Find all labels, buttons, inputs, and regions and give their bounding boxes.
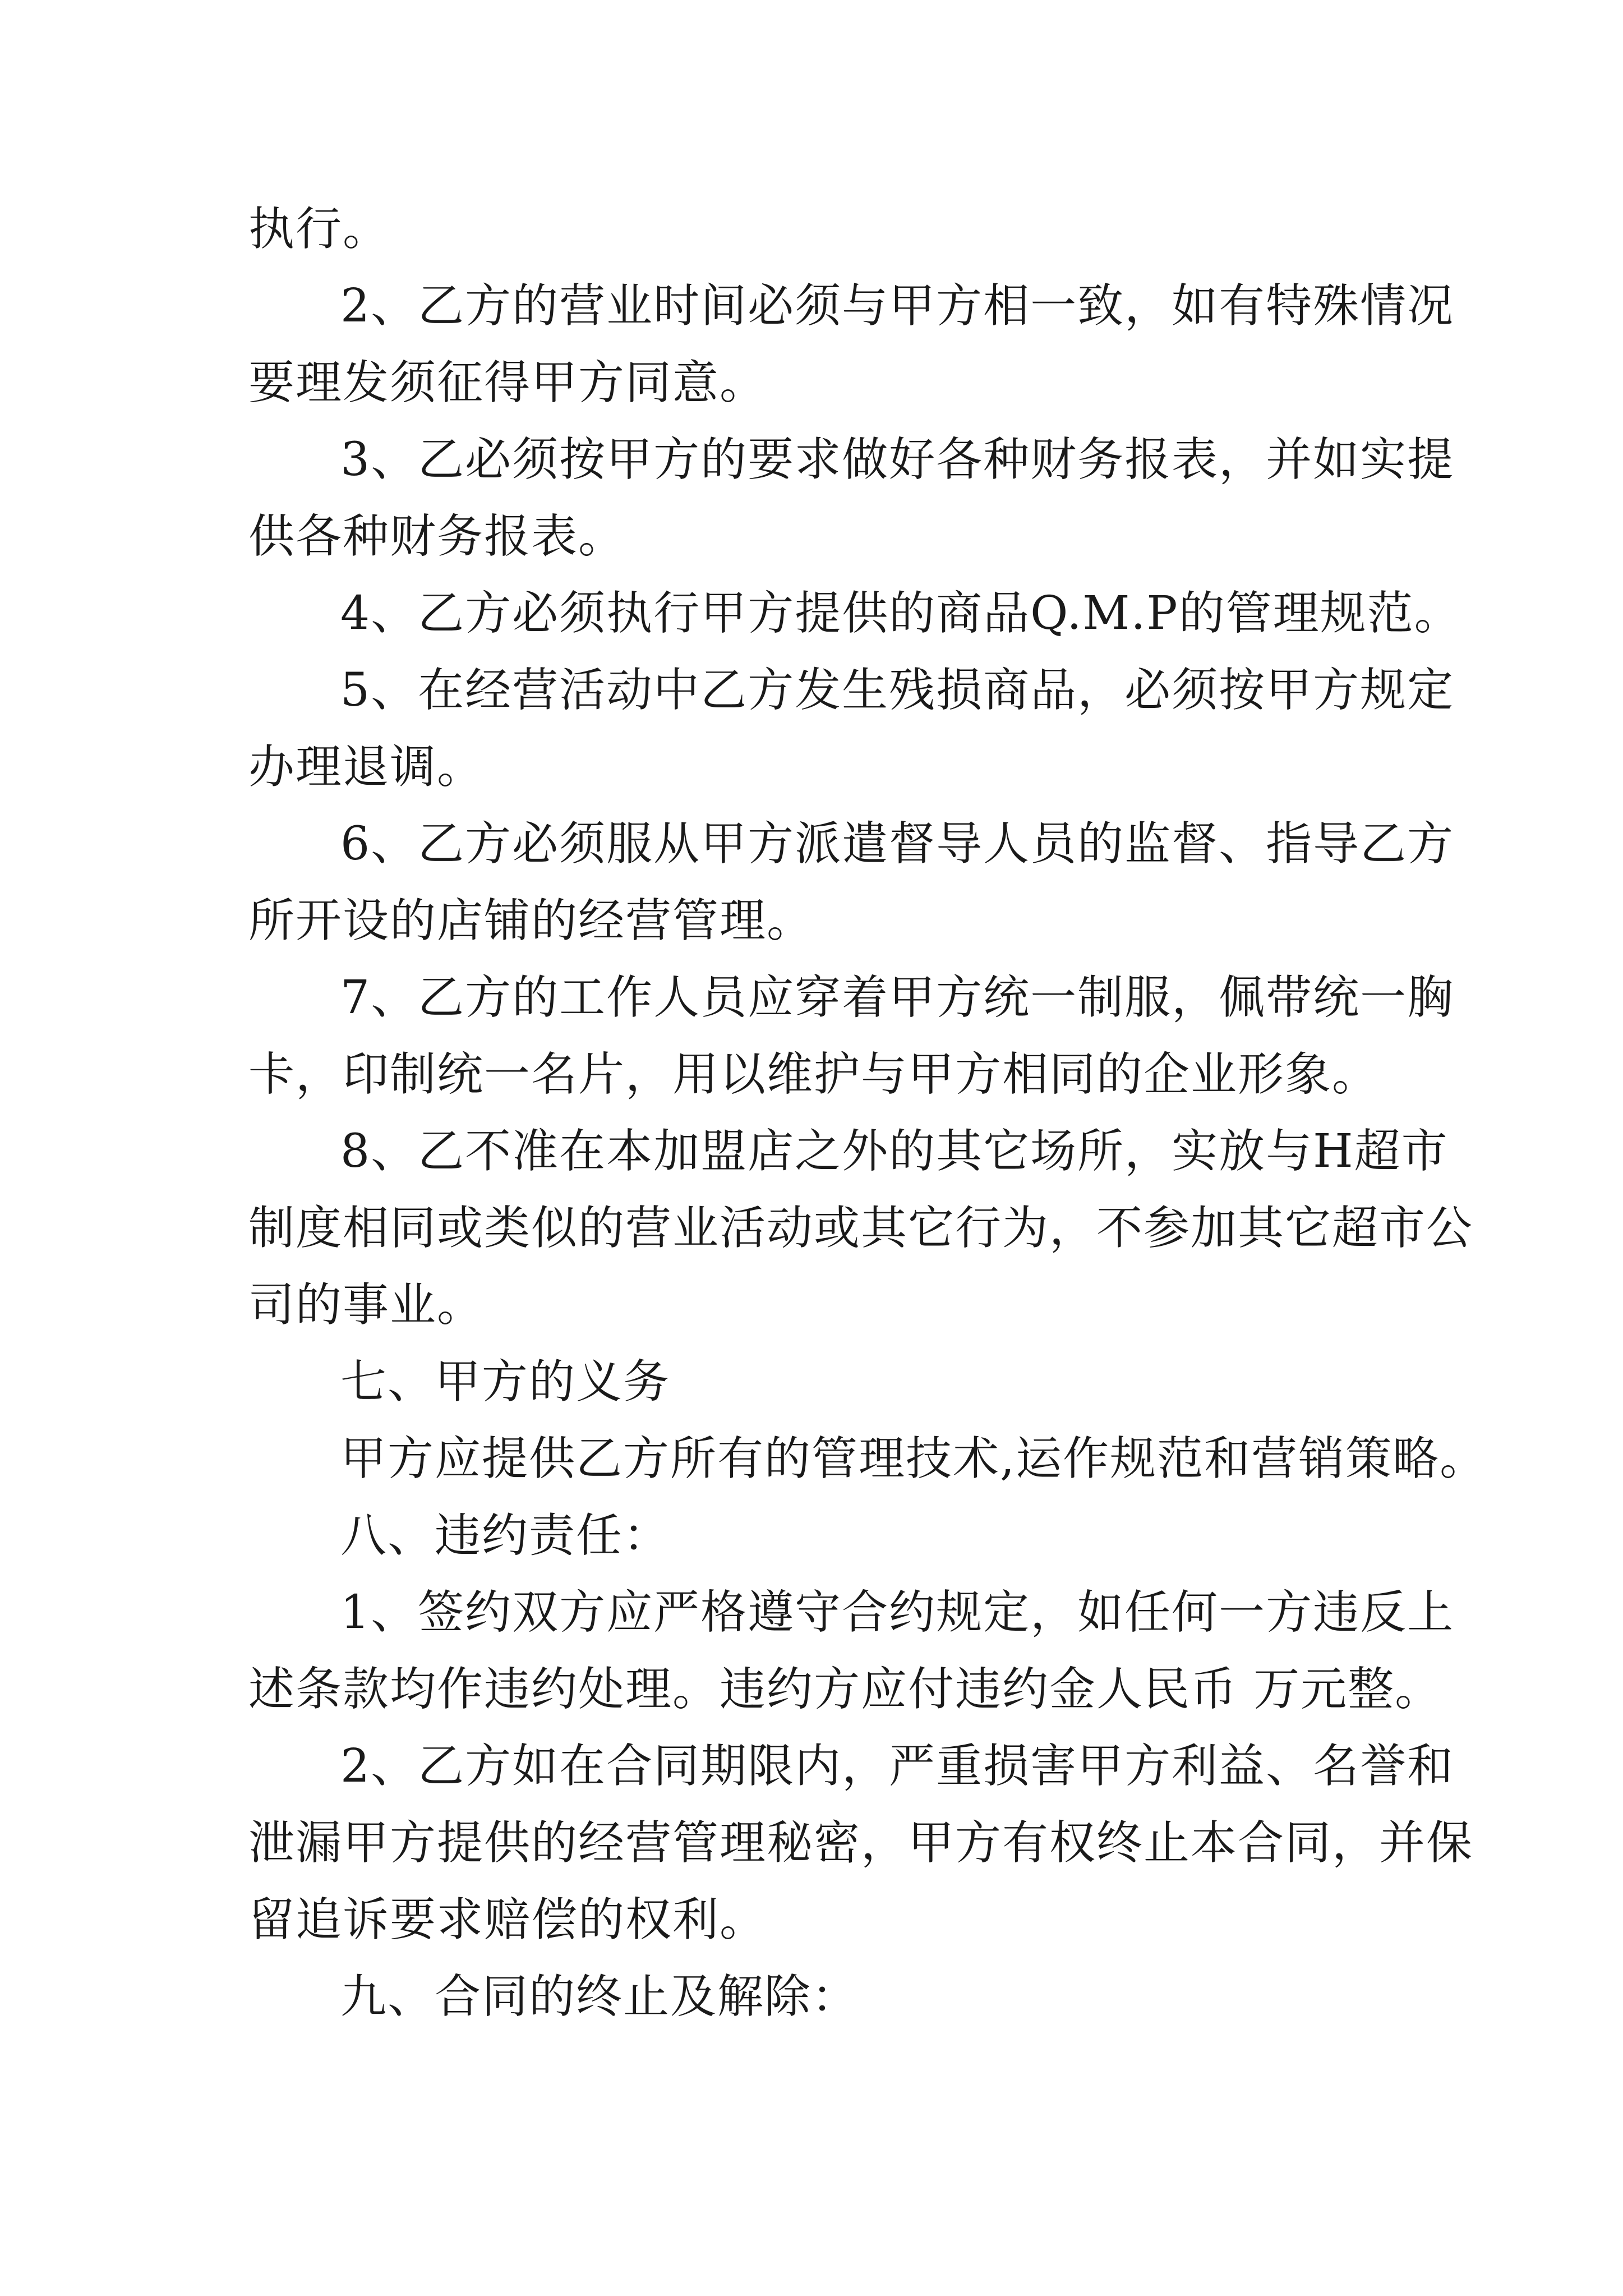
clause-8-line-2: 制度相同或类似的营业活动或其它行为，不参加其它超市公 [248,1202,1474,1255]
clause-8-line-1: 8、乙不准在本加盟店之外的其它场所，实放与H超市 [340,1125,1449,1178]
clause-2-line-2: 要理发须征得甲方同意。 [248,356,767,409]
breach-clause-2-line-2: 泄漏甲方提供的经营管理秘密，甲方有权终止本合同，并保 [248,1816,1474,1870]
clause-3-line-2: 供各种财务报表。 [248,510,626,563]
clause-5-line-2: 办理退调。 [248,740,485,794]
breach-clause-1-line-2: 述条款均作违约处理。违约方应付违约金人民币 万元整。 [248,1663,1442,1716]
clause-7-line-1: 7、乙方的工作人员应穿着甲方统一制服，佩带统一胸 [340,971,1455,1024]
clause-7-line-2: 卡，印制统一名片，用以维护与甲方相同的企业形象。 [248,1048,1380,1101]
clause-5-line-1: 5、在经营活动中乙方发生残损商品，必须按甲方规定 [340,664,1455,717]
section-7-text: 甲方应提供乙方所有的管理技术,运作规范和营销策略。 [340,1432,1487,1485]
clause-8-line-3: 司的事业。 [248,1278,485,1332]
breach-clause-2-line-1: 2、乙方如在合同期限内，严重损害甲方利益、名誉和 [340,1740,1455,1793]
section-9-heading: 九、合同的终止及解除： [340,1970,859,2023]
clause-3-line-1: 3、乙必须按甲方的要求做好各种财务报表，并如实提 [340,433,1455,486]
breach-clause-1-line-1: 1、签约双方应严格遵守合约规定，如任何一方违反上 [340,1586,1455,1639]
clause-6-line-2: 所开设的店铺的经营管理。 [248,894,814,947]
clause-6-line-1: 6、乙方必须服从甲方派遣督导人员的监督、指导乙方 [340,817,1455,871]
clause-2-line-1: 2、乙方的营业时间必须与甲方相一致，如有特殊情况 [340,279,1455,333]
breach-clause-2-line-3: 留追诉要求赔偿的权利。 [248,1893,767,1947]
clause-4-line-1: 4、乙方必须执行甲方提供的商品Q.M.P的管理规范。 [340,587,1461,640]
section-8-heading: 八、违约责任： [340,1509,671,1562]
text-line: 执行。 [248,203,390,256]
section-7-heading: 七、甲方的义务 [340,1355,671,1409]
document-body [248,191,1487,2035]
